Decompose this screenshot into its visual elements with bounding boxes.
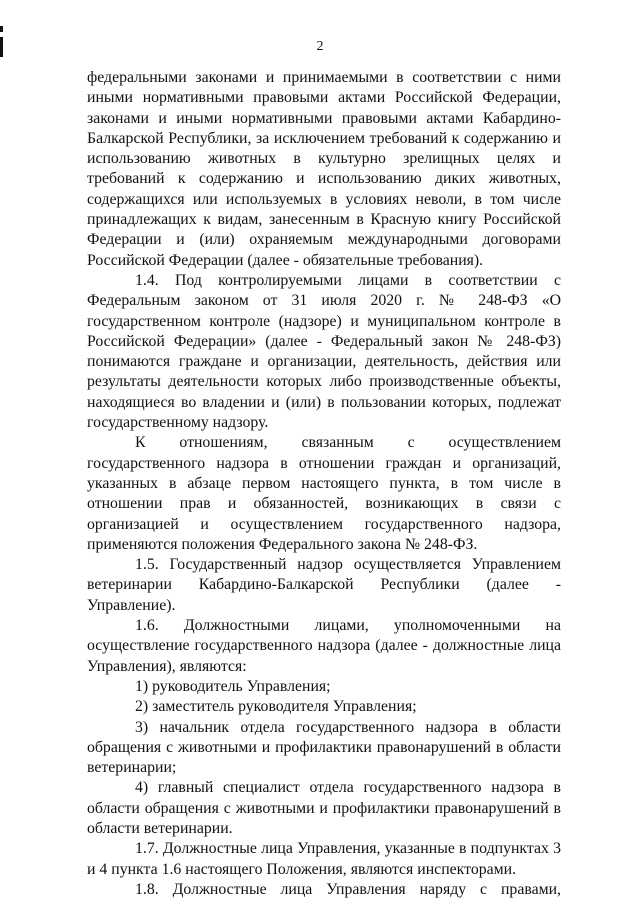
paragraph-1-8: 1.8. Должностные лица Управления наряду с правами,: [135, 880, 561, 898]
paragraph-1-4: 1.4. Под контролируемыми лицами в соответствии с Федеральным законом от 31 июля 2020 г. № 248-ФЗ «О государственном контроле (надзоре) и муниципальном контроле в Российской Федерации» (далее - Федеральный закон № 248-ФЗ) понимаются граждане и организации, деятельность, действия или результаты деятельности которых либо производственные объекты, находящиеся во владении и (или) в пользовании которых, подлежат государственному надзору.: [87, 271, 561, 432]
list-item-4: 4) главный специалист отдела государственного надзора в области обращения с животными и профилактики правонарушений в области ветеринарии.: [87, 779, 561, 837]
paragraph-continuation: федеральными законами и принимаемыми в соответствии с ними иными нормативными правовыми актами Российской Федерации, законами и иными нормативными правовыми актами Кабардино-Балкарской Республики, за исключением требований к содержанию и использованию животных в культурно зрелищных целях и требований к содержанию и использованию диких животных, содержащихся или используемых в условиях неволи, в том числе принадлежащих к видам, занесенным в Красную книгу Российской Федерации и (или) охраняемым международными договорами Российской Федерации (далее - обязательные требования).: [87, 69, 561, 269]
paragraph-1-5: 1.5. Государственный надзор осуществляется Управлением ветеринарии Кабардино-Балкарской Республики (далее - Управление).: [87, 556, 561, 614]
list-item-1: 1) руководитель Управления;: [135, 677, 331, 695]
page-number: 2: [316, 39, 324, 54]
list-item-3: 3) начальник отдела государственного надзора в области обращения с животными и профилактики правонарушений в области ветеринарии;: [87, 718, 561, 777]
paragraph-1-6: 1.6. Должностными лицами, уполномоченными на осуществление государственного надзора (далее - должностные лица Управления), являются:: [87, 617, 561, 675]
list-item-2: 2) заместитель руководителя Управления;: [135, 698, 417, 716]
document-body: [87, 68, 561, 900]
paragraph-1-7: 1.7. Должностные лица Управления, указанные в подпунктах 3 и 4 пункта 1.6 настоящего Положения, являются инспекторами.: [87, 840, 561, 878]
paragraph-relations: К отношениям, связанным с осуществлением государственного надзора в отношении граждан и организаций, указанных в абзаце первом настоящего пункта, в том числе в отношении прав и обязанностей, возникающих в связи с организацией и осуществлением государственного надзора, применяются положения Федерального закона № 248-ФЗ.: [87, 434, 561, 553]
scan-edge-mark-top: [0, 26, 3, 32]
